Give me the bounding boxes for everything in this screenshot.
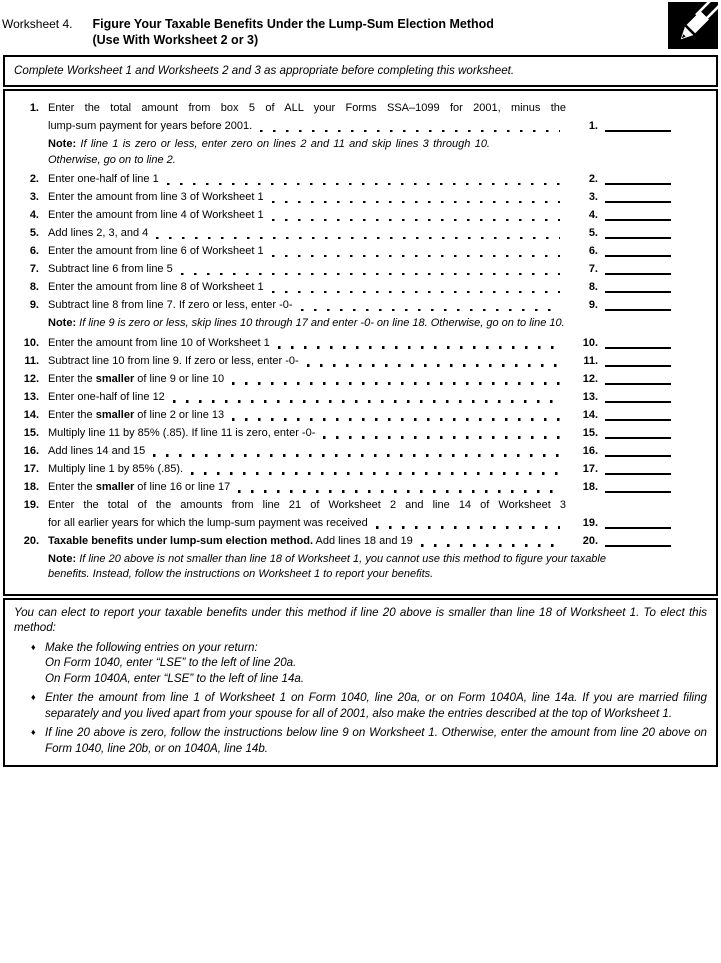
diamond-bullet-icon: ♦: [31, 641, 36, 652]
answer-cell: [566, 188, 674, 206]
worksheet-line-9: [5, 296, 716, 314]
answer-line-number: 12.: [582, 372, 598, 385]
line-number: 11.: [24, 354, 39, 367]
election-intro: You can elect to report your taxable benefits under this method if line 20 above is smaller than line 18 of Worksheet 1. To elect this method:: [14, 605, 707, 634]
answer-blank-line: [605, 296, 671, 311]
election-instructions-box: [3, 598, 718, 768]
answer-blank-line: [605, 352, 671, 367]
line-number: 3.: [29, 191, 39, 203]
dot-leader: [272, 255, 560, 257]
worksheet-line-17: [5, 460, 716, 478]
line-text: Enter the smaller of line 16 or line 17: [48, 478, 566, 496]
answer-blank-line: [605, 224, 671, 239]
line-number: 6.: [29, 245, 39, 257]
line-number: 14.: [23, 408, 39, 421]
prerequisite-note-text: Complete Worksheet 1 and Worksheets 2 and 3 as appropriate before completing this worksheet.: [14, 64, 515, 77]
answer-cell: [566, 460, 674, 478]
answer-cell: [566, 260, 674, 278]
answer-blank-line: [605, 442, 671, 457]
worksheet-line-14: [5, 406, 716, 424]
line-text: Enter the amount from line 6 of Worksheet 1: [48, 242, 566, 260]
dot-leader: [156, 237, 560, 239]
worksheet-line-16: [5, 442, 716, 460]
note-after-line-1: Note: If line 1 is zero or less, enter zero on lines 2 and 11 and skip lines 3 through 10. Otherwise, go on to line 2.: [48, 138, 490, 166]
answer-cell: [566, 352, 674, 370]
worksheet-line-11: [5, 352, 716, 370]
answer-line-number: 13.: [582, 390, 598, 403]
answer-blank-line: [605, 117, 671, 132]
worksheet-line-10: [5, 334, 716, 352]
bullet-text: If line 20 above is zero, follow the instructions below line 9 on Worksheet 1. Otherwise, enter the amount from line 20 above on Form 1040, line 20b, or on 1040A, line 14b.: [45, 726, 707, 755]
answer-line-number: 3.: [588, 191, 598, 203]
line-number: 13.: [23, 390, 39, 403]
answer-line-number: 20.: [582, 534, 598, 547]
answer-cell: [566, 478, 674, 496]
worksheet-line-13: [5, 388, 716, 406]
answer-cell: [566, 424, 674, 442]
answer-blank-line: [605, 478, 671, 493]
worksheet-subtitle: (Use With Worksheet 2 or 3): [92, 33, 259, 47]
worksheet-line-18: [5, 478, 716, 496]
diamond-bullet-icon: ♦: [31, 692, 36, 702]
answer-blank-line: [605, 242, 671, 257]
dot-leader: [167, 183, 560, 185]
dot-leader: [153, 454, 560, 456]
line-number: 2.: [29, 173, 39, 185]
dot-leader: [278, 346, 560, 348]
dot-leader: [181, 273, 560, 275]
note-after-line-20: Note: If line 20 above is not smaller than line 18 of Worksheet 1, you cannot use this method to figure your taxable benefits. Instead, follow the instructions on Worksheet 1 to report your benefits.: [48, 552, 606, 580]
answer-blank-line: [605, 424, 671, 439]
line-number: 19.: [23, 498, 39, 511]
line-text: Add lines 2, 3, and 4: [48, 224, 566, 242]
worksheet-line-1: [5, 99, 716, 135]
election-bullet-1: [14, 640, 707, 687]
answer-cell: [566, 242, 674, 260]
answer-line-number: 6.: [588, 245, 598, 257]
line-text: Enter one-half of line 1: [48, 170, 566, 188]
worksheet-lines-box: [3, 89, 718, 596]
line-number: 8.: [29, 281, 39, 293]
answer-cell: [566, 334, 674, 352]
line-number: 16.: [23, 444, 39, 457]
line-text: Subtract line 6 from line 5: [48, 260, 566, 278]
line-text: Subtract line 10 from line 9. If zero or less, enter -0-: [48, 352, 566, 370]
answer-blank-line: [605, 460, 671, 475]
line-number: 7.: [29, 263, 39, 275]
answer-cell: [566, 206, 674, 224]
line-text: Enter the total of the amounts from line 21 of Worksheet 2 and line 14 of Worksheet 3 for all earlier years for which the lump-sum payment was received: [48, 498, 566, 529]
answer-blank-line: [605, 532, 671, 547]
note-after-line-9: Note: If line 9 is zero or less, skip lines 10 through 17 and enter -0- on line 18. Otherwise, go on to line 10.: [48, 317, 565, 329]
line-text: Enter the amount from line 8 of Worksheet 1: [48, 278, 566, 296]
line-text: Subtract line 8 from line 7. If zero or less, enter -0-: [48, 296, 566, 314]
line-number: 15.: [23, 426, 39, 439]
answer-blank-line: [605, 260, 671, 275]
worksheet-line-3: [5, 188, 716, 206]
line-text: Taxable benefits under lump-sum election method. Add lines 18 and 19: [48, 532, 566, 550]
line-number: 18.: [23, 480, 39, 493]
worksheet-line-20: [5, 532, 716, 550]
line-text: Add lines 14 and 15: [48, 442, 566, 460]
answer-blank-line: [605, 188, 671, 203]
dot-leader: [232, 382, 560, 384]
answer-line-number: 5.: [588, 227, 598, 239]
answer-blank-line: [605, 334, 671, 349]
bullet-text: Make the following entries on your return: On Form 1040, enter “LSE” to the left of line 20a. On Form 1040A, enter “LSE” to the left of line 14a.: [45, 640, 305, 685]
worksheet-line-7: [5, 260, 716, 278]
dot-leader: [421, 544, 560, 546]
answer-line-number: 14.: [582, 408, 598, 421]
line-number: 4.: [29, 209, 39, 221]
answer-line-number: 19.: [582, 516, 598, 529]
dot-leader: [260, 130, 560, 132]
worksheet-line-5: [5, 224, 716, 242]
answer-cell: [566, 532, 674, 550]
answer-cell: [566, 296, 674, 314]
answer-line-number: 10.: [582, 336, 598, 349]
answer-line-number: 11.: [583, 354, 598, 367]
answer-line-number: 4.: [588, 209, 598, 221]
answer-line-number: 7.: [588, 263, 598, 275]
answer-line-number: 18.: [582, 480, 598, 493]
line-number: 1.: [29, 102, 39, 114]
dot-leader: [307, 364, 560, 366]
worksheet-number-label: Worksheet 4.: [2, 17, 73, 31]
dot-leader: [376, 526, 560, 528]
dot-leader: [272, 219, 560, 221]
pencil-icon: [668, 2, 718, 49]
worksheet-line-19: [5, 496, 716, 532]
worksheet-title: Figure Your Taxable Benefits Under the Lump-Sum Election Method: [92, 17, 494, 31]
dot-leader: [272, 201, 560, 203]
dot-leader: [191, 472, 560, 474]
worksheet-header: [0, 0, 721, 48]
answer-blank-line: [605, 370, 671, 385]
answer-line-number: 8.: [588, 281, 598, 293]
answer-line-number: 2.: [588, 173, 598, 185]
worksheet-title-block: [92, 16, 493, 48]
answer-line-number: 17.: [582, 462, 598, 475]
worksheet-line-12: [5, 370, 716, 388]
answer-blank-line: [605, 206, 671, 221]
election-bullet-3: [14, 725, 707, 756]
line-text: Enter the amount from line 4 of Worksheet 1: [48, 206, 566, 224]
answer-blank-line: [605, 278, 671, 293]
answer-cell: [566, 514, 674, 532]
dot-leader: [323, 436, 560, 438]
line-text: Enter the smaller of line 2 or line 13: [48, 406, 566, 424]
dot-leader: [173, 400, 560, 402]
worksheet-line-15: [5, 424, 716, 442]
line-text: Multiply line 1 by 85% (.85).: [48, 460, 566, 478]
answer-cell: [566, 170, 674, 188]
dot-leader: [301, 309, 560, 311]
answer-blank-line: [605, 514, 671, 529]
answer-line-number: 16.: [582, 444, 598, 457]
diamond-bullet-icon: ♦: [31, 727, 36, 737]
answer-line-number: 1.: [588, 120, 598, 132]
answer-cell: [566, 117, 674, 135]
dot-leader: [238, 490, 560, 492]
prerequisite-note: [3, 55, 718, 87]
answer-cell: [566, 370, 674, 388]
answer-blank-line: [605, 406, 671, 421]
line-number: 17.: [23, 462, 39, 475]
answer-blank-line: [605, 170, 671, 185]
line-text: Enter the amount from line 10 of Worksheet 1: [48, 334, 566, 352]
line-text: Multiply line 11 by 85% (.85). If line 11 is zero, enter -0-: [48, 424, 566, 442]
worksheet-line-6: [5, 242, 716, 260]
line-number: 5.: [29, 227, 39, 239]
line-text: Enter one-half of line 12: [48, 388, 566, 406]
election-bullet-2: [14, 690, 707, 721]
worksheet-line-4: [5, 206, 716, 224]
answer-line-number: 15.: [582, 426, 598, 439]
line-text: Enter the total amount from box 5 of ALL your Forms SSA–1099 for 2001, minus the lump-sum payment for years before 2001.: [48, 102, 566, 132]
dot-leader: [272, 291, 560, 293]
line-text: Enter the amount from line 3 of Worksheet 1: [48, 188, 566, 206]
worksheet-line-2: [5, 170, 716, 188]
line-number: 20.: [23, 534, 39, 547]
answer-cell: [566, 406, 674, 424]
line-text: Enter the smaller of line 9 or line 10: [48, 370, 566, 388]
dot-leader: [232, 418, 560, 420]
line-number: 9.: [29, 299, 39, 311]
answer-cell: [566, 278, 674, 296]
line-number: 10.: [23, 336, 39, 349]
bullet-text: Enter the amount from line 1 of Worksheet 1 on Form 1040, line 20a, or on Form 1040A, line 14a. If you are married filing separately and you lived apart from your spouse for all of 2001, also make the entries described at the top of Worksheet 1.: [45, 691, 707, 720]
answer-cell: [566, 224, 674, 242]
line-number: 12.: [23, 372, 39, 385]
answer-blank-line: [605, 388, 671, 403]
answer-line-number: 9.: [588, 299, 598, 311]
answer-cell: [566, 442, 674, 460]
answer-cell: [566, 388, 674, 406]
worksheet-line-8: [5, 278, 716, 296]
